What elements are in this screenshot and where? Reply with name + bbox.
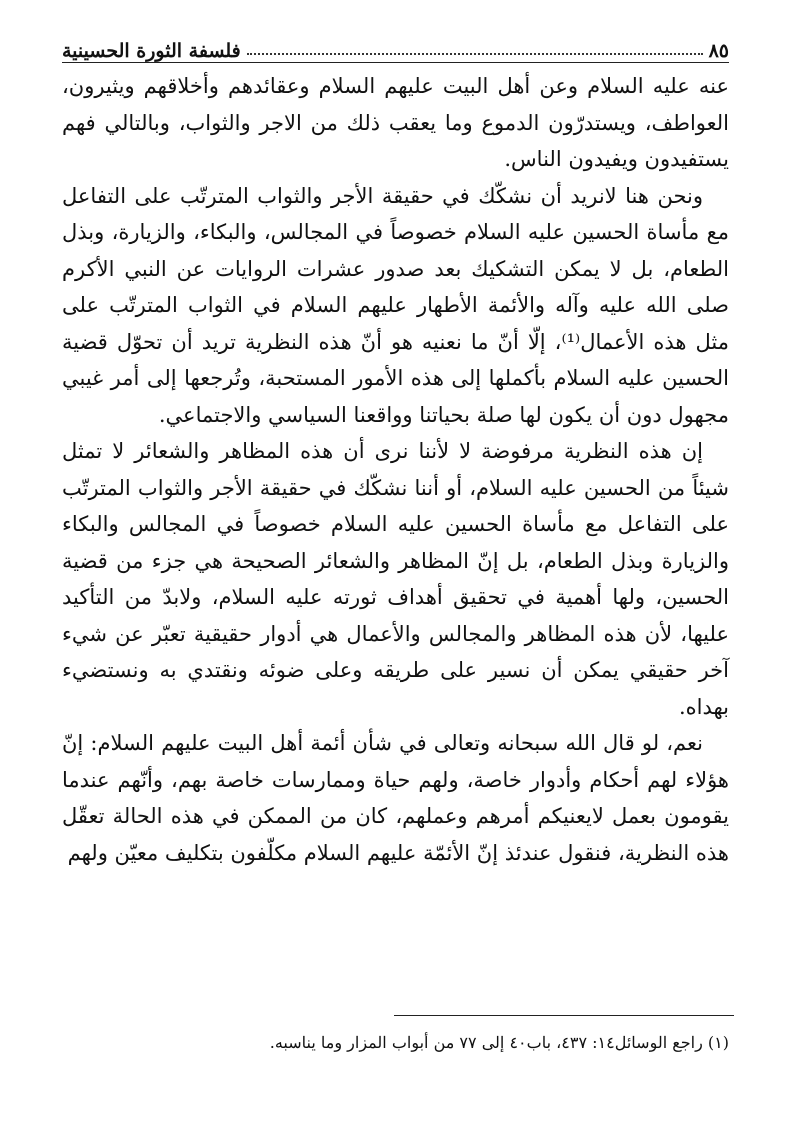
paragraph: نعم، لو قال الله سبحانه وتعالى في شأن أئمة أهل البيت عليهم السلام: إنّ هؤلاء لهم أحكام وأدوار خاصة، ولهم حياة وممارسات خاصة بهم، وأنّهم عندما يقومون بعمل لايعنيكم أمرهم وعملهم، كان من الممكن في هذه الحالة تعقّل هذه النظرية، فنقول عندئذ إنّ الأئمّة عليهم السلام مكلّفون بتكليف معيّن ولهم (62, 731, 729, 865)
footnote-separator (394, 1015, 734, 1016)
page-header (62, 32, 729, 63)
paragraph: ونحن هنا لانريد أن نشكّك في حقيقة الأجر والثواب المترتّب على التفاعل مع مأساة الحسين عليه السلام خصوصاً في المجالس، والبكاء، والزيارة، وبذل الطعام، بل لا يمكن التشكيك بعد صدور عشرات الروايات عن النبي الأكرم صلى الله عليه وآله والأئمة الأطهار عليهم السلام في الثواب المترتّب على مثل هذه الأعمال⁽¹⁾، إلّا أنّ ما نعنيه هو أنّ هذه النظرية تريد أن تحوّل قضية الحسين عليه السلام بأكملها إلى هذه الأمور المستحبة، وتُرجعها إلى أمر غيبي مجهول دون أن يكون لها صلة بحياتنا وواقعنا السياسي والاجتماعي. (62, 183, 729, 427)
header-dotted-leader (247, 53, 703, 55)
footnote: (١) راجع الوسائل١٤: ٤٣٧، باب٤٠ إلى ٧٧ من أبواب المزار وما يناسبه. (269, 1033, 729, 1052)
page-number: ٨٥ (708, 40, 729, 62)
paragraph: عنه عليه السلام وعن أهل البيت عليهم السلام وعقائدهم وأخلاقهم ويثيرون، العواطف، ويستدرّون الدموع وما يعقب ذلك من الاجر والثواب، وبالتالي فهم يستفيدون ويفيدون الناس. (62, 74, 729, 171)
paragraph: إن هذه النظرية مرفوضة لا لأننا نرى أن هذه المظاهر والشعائر لا تمثل شيئاً من الحسين عليه السلام، أو أننا نشكّك في حقيقة الأجر والثواب المترتّب على التفاعل مع مأساة الحسين عليه السلام خصوصاً في المجالس والبكاء والزيارة وبذل الطعام، بل إنّ المظاهر والشعائر الصحيحة هي جزء من قضية الحسين، ولها أهمية في تحقيق أهداف ثورته عليه السلام، ولابدّ من التأكيد عليها، لأن هذه المظاهر والمجالس والأعمال هي أدوار حقيقية تعبّر عن شيء آخر حقيقي يمكن أن نسير على طريقه وعلى ضوئه ونقتدي به ونستضيء بهداه. (62, 439, 729, 719)
page-body (62, 68, 729, 871)
running-title: فلسفة الثورة الحسينية (62, 40, 241, 62)
